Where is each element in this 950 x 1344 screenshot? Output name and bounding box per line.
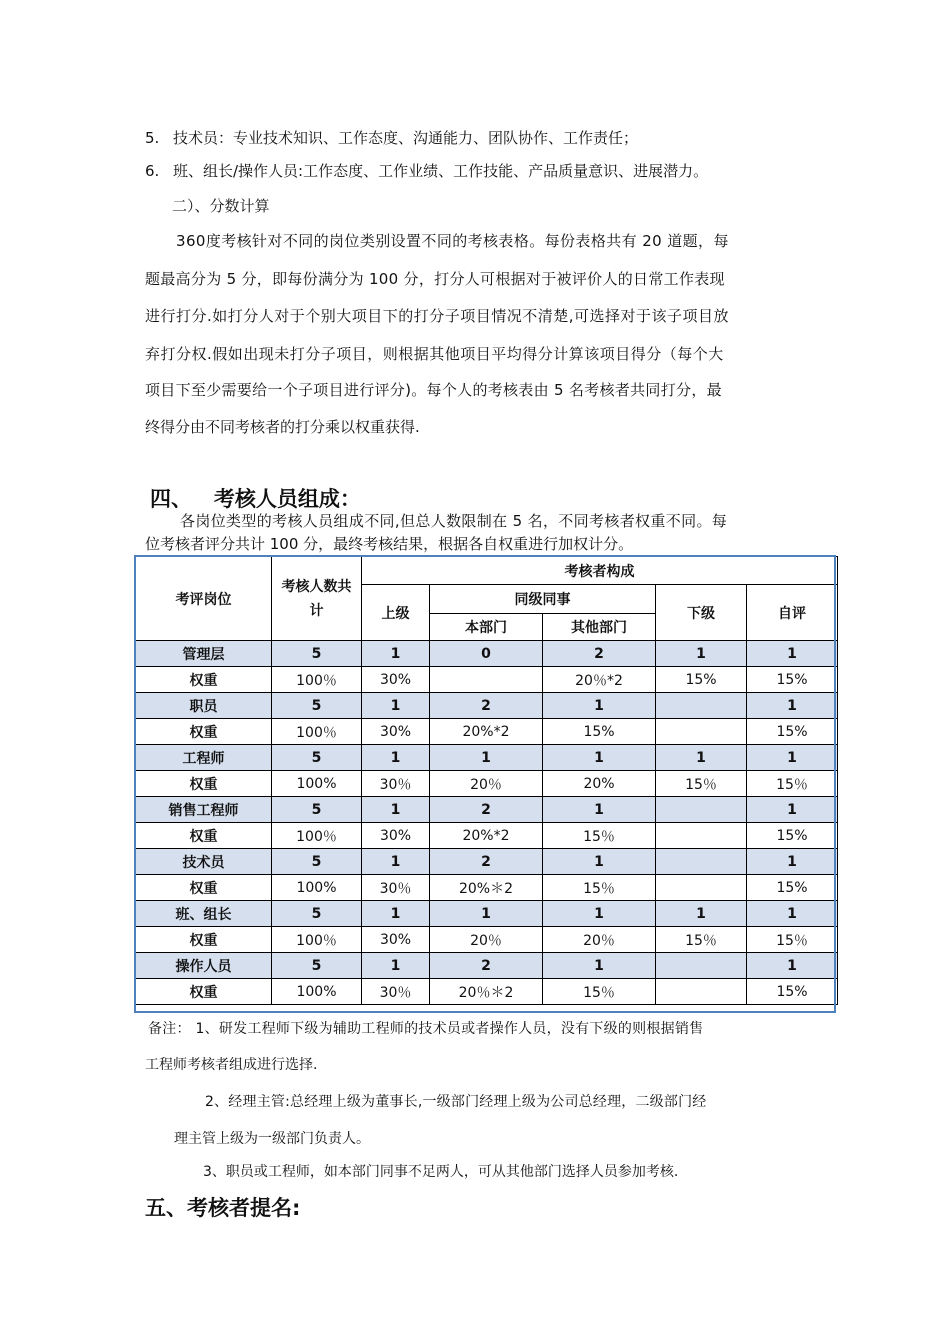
table-row <box>136 849 838 875</box>
row-label: 权重 <box>136 979 272 1005</box>
cell <box>656 719 747 745</box>
row-label: 权重 <box>136 719 272 745</box>
table-row <box>136 745 838 771</box>
cell: 1 <box>656 901 747 927</box>
table-row <box>136 823 838 849</box>
cell: 15% <box>747 719 838 745</box>
cell: 1 <box>430 745 543 771</box>
cell: 20％＊2 <box>430 979 543 1005</box>
cell: 1 <box>362 901 430 927</box>
cell: 1 <box>543 693 656 719</box>
cell: 100％ <box>272 927 362 953</box>
cell: 2 <box>430 849 543 875</box>
header-superior: 上级 <box>362 585 430 641</box>
cell: 5 <box>272 745 362 771</box>
header-self: 自评 <box>747 585 838 641</box>
header-peers: 同级同事 <box>430 585 656 614</box>
paragraph-line: 题最高分为 5 分，即每份满分为 100 分，打分人可根据对于被评价人的日常工作表现 <box>145 270 725 288</box>
cell: 1 <box>747 901 838 927</box>
table-row <box>136 979 838 1005</box>
table-row <box>136 719 838 745</box>
cell: 20％ <box>543 927 656 953</box>
cell: 30％ <box>362 979 430 1005</box>
cell: 15% <box>656 667 747 693</box>
cell: 30% <box>362 719 430 745</box>
cell: 1 <box>362 693 430 719</box>
cell: 1 <box>747 849 838 875</box>
cell: 15％ <box>656 927 747 953</box>
cell: 30% <box>362 823 430 849</box>
cell <box>430 667 543 693</box>
paragraph-line: 进行打分.如打分人对于个别大项目下的打分子项目情况不清楚,可选择对于该子项目放 <box>145 307 730 325</box>
cell: 1 <box>362 849 430 875</box>
cell: 1 <box>747 953 838 979</box>
header-total: 考核人数共计 <box>272 557 362 641</box>
cell: 15% <box>747 667 838 693</box>
cell: 1 <box>747 745 838 771</box>
subheading: 二）、分数计算 <box>172 197 270 215</box>
cell: 5 <box>272 953 362 979</box>
cell: 20％ <box>430 927 543 953</box>
note-line: 理主管上级为一级部门负责人。 <box>174 1131 370 1147</box>
paragraph-line: 弃打分权.假如出现未打分子项目，则根据其他项目平均得分计算该项目得分（每个大 <box>145 345 724 363</box>
header-same-dept: 本部门 <box>430 614 543 641</box>
cell: 1 <box>362 953 430 979</box>
cell: 5 <box>272 797 362 823</box>
cell: 15％ <box>543 979 656 1005</box>
paragraph-line: 360度考核针对不同的岗位类别设置不同的考核表格。每份表格共有 20 道题，每 <box>176 232 729 250</box>
cell: 20％ <box>430 771 543 797</box>
row-label: 权重 <box>136 875 272 901</box>
cell: 30% <box>362 667 430 693</box>
cell: 0 <box>430 641 543 667</box>
cell: 20% <box>543 771 656 797</box>
cell: 1 <box>543 849 656 875</box>
cell: 20%＊2 <box>430 875 543 901</box>
cell: 1 <box>656 745 747 771</box>
row-label: 工程师 <box>136 745 272 771</box>
table-row <box>136 667 838 693</box>
cell: 1 <box>747 641 838 667</box>
cell: 1 <box>543 797 656 823</box>
list-item <box>145 161 708 181</box>
cell: 100％ <box>272 667 362 693</box>
cell: 15% <box>543 719 656 745</box>
cell: 1 <box>362 797 430 823</box>
table-row <box>136 875 838 901</box>
row-label: 权重 <box>136 667 272 693</box>
list-number: 5. <box>145 129 160 147</box>
row-label: 操作人员 <box>136 953 272 979</box>
cell <box>656 823 747 849</box>
table-row <box>136 771 838 797</box>
cell: 15% <box>747 823 838 849</box>
cell: 2 <box>430 693 543 719</box>
row-label: 职员 <box>136 693 272 719</box>
cell: 5 <box>272 849 362 875</box>
cell: 20％*2 <box>543 667 656 693</box>
cell: 15％ <box>543 875 656 901</box>
cell: 20%*2 <box>430 719 543 745</box>
note-line: 工程师考核者组成进行选择. <box>145 1057 318 1073</box>
cell: 15％ <box>543 823 656 849</box>
row-label: 销售工程师 <box>136 797 272 823</box>
cell: 2 <box>430 953 543 979</box>
table-row <box>136 901 838 927</box>
cell: 100% <box>272 979 362 1005</box>
intro-line: 各岗位类型的考核人员组成不同,但总人数限制在 5 名，不同考核者权重不同。每 <box>180 512 728 530</box>
cell <box>656 953 747 979</box>
cell: 100％ <box>272 719 362 745</box>
header-other-dept: 其他部门 <box>543 614 656 641</box>
note-line: 2、经理主管:总经理上级为董事长,一级部门经理上级为公司总经理，二级部门经 <box>205 1094 707 1110</box>
cell: 1 <box>362 745 430 771</box>
cell <box>656 979 747 1005</box>
cell: 100％ <box>272 823 362 849</box>
row-label: 班、组长 <box>136 901 272 927</box>
cell: 1 <box>747 797 838 823</box>
paragraph-line: 终得分由不同考核者的打分乘以权重获得. <box>145 418 420 436</box>
cell: 30％ <box>362 875 430 901</box>
list-number: 6. <box>145 162 160 180</box>
cell: 1 <box>543 953 656 979</box>
list-item <box>145 128 638 148</box>
cell: 20%*2 <box>430 823 543 849</box>
list-text: 班、组长/操作人员:工作态度、工作业绩、工作技能、产品质量意识、进展潜力。 <box>173 162 709 180</box>
row-label: 管理层 <box>136 641 272 667</box>
table-row <box>136 953 838 979</box>
cell: 1 <box>747 693 838 719</box>
row-label: 权重 <box>136 823 272 849</box>
cell: 1 <box>362 641 430 667</box>
cell: 15％ <box>656 771 747 797</box>
cell: 1 <box>543 745 656 771</box>
cell: 30% <box>362 927 430 953</box>
table-row <box>136 693 838 719</box>
note-line: 3、职员或工程师，如本部门同事不足两人，可从其他部门选择人员参加考核. <box>203 1164 679 1180</box>
cell <box>656 797 747 823</box>
header-position: 考评岗位 <box>136 557 272 641</box>
cell: 100% <box>272 875 362 901</box>
table-row <box>136 927 838 953</box>
intro-line: 位考核者评分共计 100 分，最终考核结果，根据各自权重进行加权计分。 <box>145 535 634 553</box>
cell: 2 <box>430 797 543 823</box>
cell: 1 <box>543 901 656 927</box>
cell: 5 <box>272 641 362 667</box>
note-line: 备注： 1、研发工程师下级为辅助工程师的技术员或者操作人员，没有下级的则根据销售 <box>148 1021 704 1037</box>
row-label: 权重 <box>136 927 272 953</box>
cell: 15% <box>747 875 838 901</box>
cell: 1 <box>430 901 543 927</box>
header-subordinate: 下级 <box>656 585 747 641</box>
cell: 2 <box>543 641 656 667</box>
row-label: 技术员 <box>136 849 272 875</box>
cell: 5 <box>272 901 362 927</box>
assessor-table <box>135 556 838 1005</box>
cell: 5 <box>272 693 362 719</box>
row-label: 权重 <box>136 771 272 797</box>
cell: 100% <box>272 771 362 797</box>
section-heading: 四、 考核人员组成： <box>150 487 361 511</box>
cell <box>656 875 747 901</box>
cell <box>656 693 747 719</box>
cell: 15％ <box>747 927 838 953</box>
cell: 1 <box>656 641 747 667</box>
cell <box>656 849 747 875</box>
paragraph-line: 项目下至少需要给一个子项目进行评分)。每个人的考核表由 5 名考核者共同打分，最 <box>145 381 722 399</box>
section-heading: 五、考核者提名: <box>145 1196 301 1220</box>
list-text: 技术员：专业技术知识、工作态度、沟通能力、团队协作、工作责任； <box>173 129 639 147</box>
cell: 15% <box>747 979 838 1005</box>
table-row <box>136 797 838 823</box>
table-row <box>136 641 838 667</box>
cell: 15％ <box>747 771 838 797</box>
cell: 30％ <box>362 771 430 797</box>
header-composition: 考核者构成 <box>362 557 838 585</box>
